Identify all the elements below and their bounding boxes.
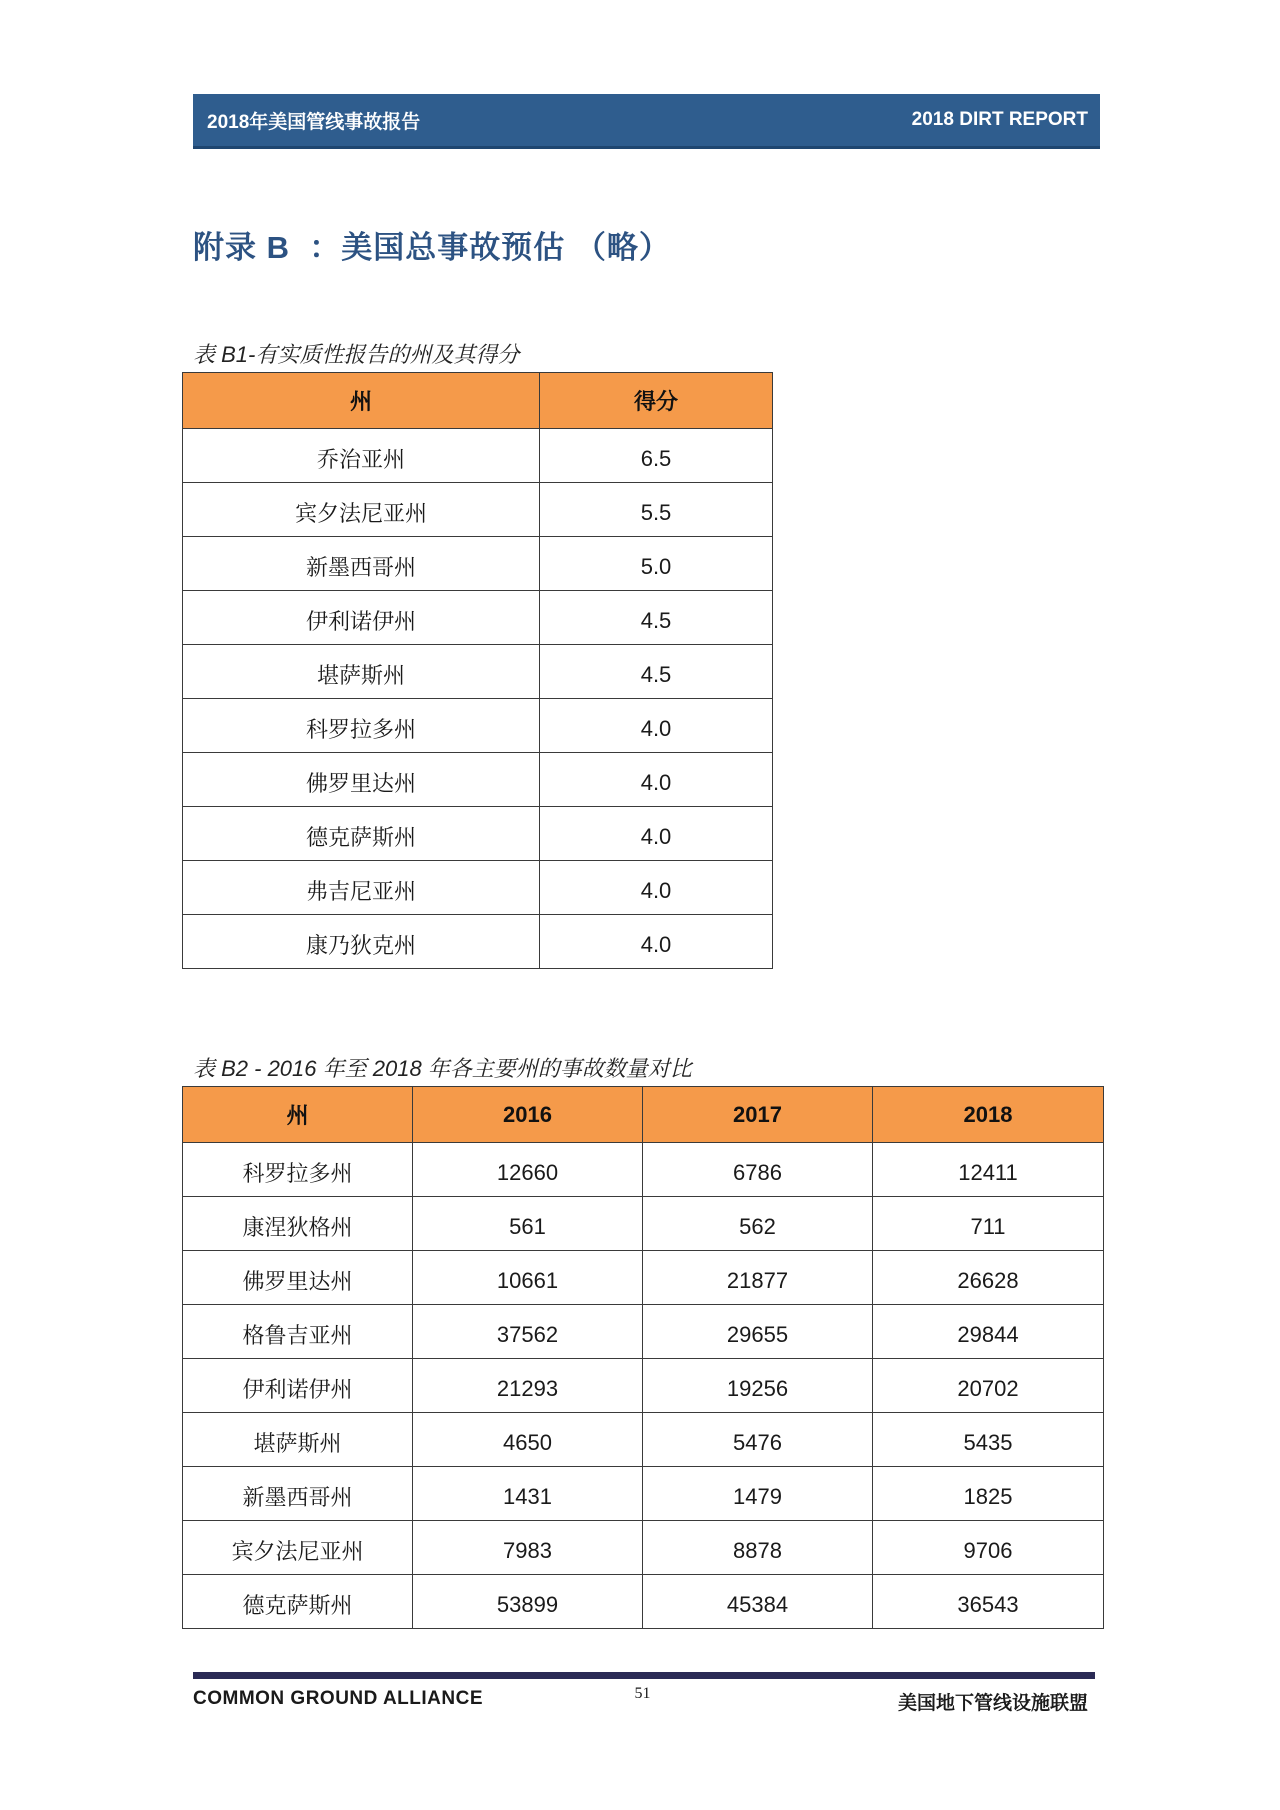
value-cell: 4.0 bbox=[540, 807, 773, 861]
state-cell: 德克萨斯州 bbox=[183, 1575, 413, 1629]
value-cell: 4.0 bbox=[540, 699, 773, 753]
state-cell: 乔治亚州 bbox=[183, 429, 540, 483]
state-cell: 佛罗里达州 bbox=[183, 753, 540, 807]
value-cell: 8878 bbox=[643, 1521, 873, 1575]
table-row bbox=[183, 1467, 1104, 1521]
value-cell: 19256 bbox=[643, 1359, 873, 1413]
value-cell: 7983 bbox=[413, 1521, 643, 1575]
value-cell: 29844 bbox=[873, 1305, 1104, 1359]
table-row bbox=[183, 1143, 1104, 1197]
value-cell: 4.0 bbox=[540, 915, 773, 969]
column-header: 州 bbox=[183, 373, 540, 429]
footer-org-name-cn: 美国地下管线设施联盟 bbox=[897, 1693, 1088, 1714]
value-cell: 4.5 bbox=[540, 591, 773, 645]
table-row bbox=[183, 1413, 1104, 1467]
value-cell: 53899 bbox=[413, 1575, 643, 1629]
footer-org-name: COMMON GROUND ALLIANCE bbox=[193, 1688, 483, 1709]
value-cell: 36543 bbox=[873, 1575, 1104, 1629]
table-row bbox=[183, 1197, 1104, 1251]
state-cell: 新墨西哥州 bbox=[183, 537, 540, 591]
value-cell: 711 bbox=[873, 1197, 1104, 1251]
state-cell: 堪萨斯州 bbox=[183, 1413, 413, 1467]
incident-comparison-table bbox=[182, 1086, 1104, 1629]
value-cell: 9706 bbox=[873, 1521, 1104, 1575]
table-row bbox=[183, 429, 773, 483]
value-cell: 4650 bbox=[413, 1413, 643, 1467]
state-cell: 伊利诺伊州 bbox=[183, 591, 540, 645]
state-cell: 新墨西哥州 bbox=[183, 1467, 413, 1521]
column-header: 2017 bbox=[643, 1087, 873, 1143]
table2-caption: 表 B2 - 2016 年至 2018 年各主要州的事故数量对比 bbox=[193, 1056, 692, 1081]
page-title: 附录 B ：美国总事故预估 （略） bbox=[193, 230, 671, 265]
value-cell: 21877 bbox=[643, 1251, 873, 1305]
value-cell: 4.0 bbox=[540, 753, 773, 807]
value-cell: 1431 bbox=[413, 1467, 643, 1521]
value-cell: 5435 bbox=[873, 1413, 1104, 1467]
value-cell: 1825 bbox=[873, 1467, 1104, 1521]
table-row bbox=[183, 699, 773, 753]
value-cell: 4.0 bbox=[540, 861, 773, 915]
table-row bbox=[183, 1251, 1104, 1305]
value-cell: 5.5 bbox=[540, 483, 773, 537]
value-cell: 21293 bbox=[413, 1359, 643, 1413]
state-cell: 弗吉尼亚州 bbox=[183, 861, 540, 915]
value-cell: 4.5 bbox=[540, 645, 773, 699]
table-row bbox=[183, 1575, 1104, 1629]
state-cell: 伊利诺伊州 bbox=[183, 1359, 413, 1413]
state-cell: 格鲁吉亚州 bbox=[183, 1305, 413, 1359]
value-cell: 5476 bbox=[643, 1413, 873, 1467]
table1-caption: 表 B1-有实质性报告的州及其得分 bbox=[193, 342, 520, 367]
table-row bbox=[183, 483, 773, 537]
table-row bbox=[183, 645, 773, 699]
table-row bbox=[183, 1305, 1104, 1359]
value-cell: 12660 bbox=[413, 1143, 643, 1197]
state-cell: 堪萨斯州 bbox=[183, 645, 540, 699]
table-row bbox=[183, 915, 773, 969]
header-title-en: 2018 DIRT REPORT bbox=[911, 109, 1088, 130]
column-header: 州 bbox=[183, 1087, 413, 1143]
report-header-bar bbox=[193, 94, 1100, 149]
value-cell: 26628 bbox=[873, 1251, 1104, 1305]
state-cell: 康乃狄克州 bbox=[183, 915, 540, 969]
value-cell: 561 bbox=[413, 1197, 643, 1251]
header-title-cn: 2018年美国管线事故报告 bbox=[207, 111, 421, 133]
table-row bbox=[183, 591, 773, 645]
state-cell: 德克萨斯州 bbox=[183, 807, 540, 861]
footer-divider bbox=[193, 1672, 1095, 1679]
table-row bbox=[183, 1521, 1104, 1575]
value-cell: 562 bbox=[643, 1197, 873, 1251]
column-header: 2018 bbox=[873, 1087, 1104, 1143]
value-cell: 45384 bbox=[643, 1575, 873, 1629]
column-header: 得分 bbox=[540, 373, 773, 429]
state-cell: 康涅狄格州 bbox=[183, 1197, 413, 1251]
table-row bbox=[183, 807, 773, 861]
state-cell: 科罗拉多州 bbox=[183, 699, 540, 753]
page-number: 51 bbox=[634, 1685, 651, 1702]
value-cell: 12411 bbox=[873, 1143, 1104, 1197]
state-cell: 宾夕法尼亚州 bbox=[183, 483, 540, 537]
state-cell: 科罗拉多州 bbox=[183, 1143, 413, 1197]
value-cell: 37562 bbox=[413, 1305, 643, 1359]
state-cell: 佛罗里达州 bbox=[183, 1251, 413, 1305]
table-row bbox=[183, 1359, 1104, 1413]
value-cell: 29655 bbox=[643, 1305, 873, 1359]
column-header: 2016 bbox=[413, 1087, 643, 1143]
state-cell: 宾夕法尼亚州 bbox=[183, 1521, 413, 1575]
table-row bbox=[183, 753, 773, 807]
value-cell: 20702 bbox=[873, 1359, 1104, 1413]
value-cell: 5.0 bbox=[540, 537, 773, 591]
value-cell: 10661 bbox=[413, 1251, 643, 1305]
value-cell: 1479 bbox=[643, 1467, 873, 1521]
value-cell: 6786 bbox=[643, 1143, 873, 1197]
table-row bbox=[183, 861, 773, 915]
state-score-table bbox=[182, 372, 773, 969]
value-cell: 6.5 bbox=[540, 429, 773, 483]
table-row bbox=[183, 537, 773, 591]
